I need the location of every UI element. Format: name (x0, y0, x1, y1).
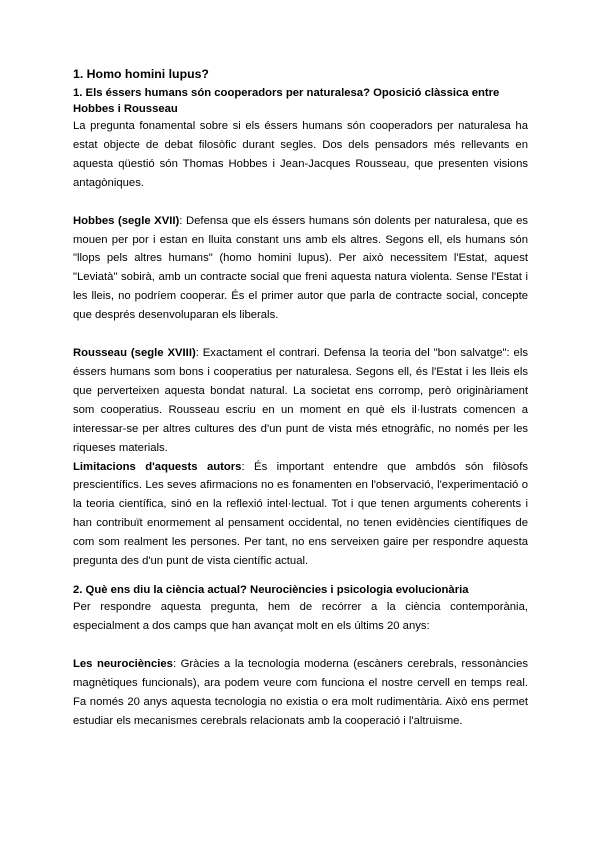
limitations-text: : És important entendre que ambdós són filòsofs prescientífics. Les seves afirmacions no es fonamenten en l'observació, l'experimentació o la teoria científica, sinó en la reflexió intel·lectual. Tot i que tenen arguments coherents i han contribuït enormement al pensament occidental, no tenen evidències científiques de com som realment les persones. Per tant, no ens serveixen gaire per respondre aquesta pregunta des d'un punt de vista científic actual. (73, 460, 528, 568)
limitations-lead: Limitacions d'aquests autors (73, 460, 242, 473)
limitations-paragraph (73, 458, 528, 571)
rousseau-paragraph (73, 344, 528, 457)
section1-heading: 1. Els éssers humans són cooperadors per naturalesa? Oposició clàssica entre Hobbes i Rousseau (73, 87, 500, 115)
rousseau-text: : Exactament el contrari. Defensa la teoria del "bon salvatge": els éssers humans som bons i cooperatius per naturalesa. Segons ell, és l'Estat i les lleis els que perverteixen aquesta bondat natural. La societat ens corromp, però originàriament som cooperatius. Rousseau escriu en un moment en què els il·lustrats comencen a interessar-se per altres cultures des d'un punt de vista més etnogràfic, no només per les riqueses materials. (73, 347, 528, 454)
section1-intro-paragraph: La pregunta fonamental sobre si els éssers humans són cooperadors per naturalesa ha estat objecte de debat filosòfic durant segles. Dos dels pensadors més rellevants en aquesta qüestió són Thomas Hobbes i Jean-Jacques Rousseau, que presenten visions antagòniques. (73, 120, 528, 189)
section2-heading: 2. Què ens diu la ciència actual? Neurociències i psicologia evolucionària (73, 583, 469, 596)
spacer (73, 571, 528, 583)
spacer (73, 193, 528, 212)
spacer (73, 636, 528, 655)
hobbes-text: : Defensa que els éssers humans són dolents per naturalesa, que es mouen per por i estan en lluita constant uns amb els altres. Segons ell, els humans són "llops pels altres humans" (homo homini lupus). Per això necessitem l'Estat, aquest "Leviatà" sobirà, amb un contracte social que freni aquesta natura violenta. Sense l'Estat i les lleis, no podríem cooperar. És el primer autor que parla de contracte social, concepte que després desenvoluparan els liberals. (73, 214, 528, 322)
rousseau-lead: Rousseau (segle XVIII) (73, 347, 196, 360)
neuroscience-lead: Les neurociències (73, 658, 173, 671)
hobbes-paragraph (73, 212, 528, 325)
neuroscience-paragraph (73, 655, 528, 731)
neuroscience-text: : Gràcies a la tecnologia moderna (escàners cerebrals, ressonàncies magnètiques funcionals), ara podem veure com funciona el nostre cervell en temps real. Fa només 20 anys aquesta tecnologia no existia o era molt rudimentària. Això ens permet estudiar els mecanismes cerebrals relacionats amb la cooperació i l'altruisme. (73, 658, 528, 727)
document-title: 1. Homo homini lupus? (73, 67, 209, 81)
spacer (73, 325, 528, 344)
hobbes-lead: Hobbes (segle XVII) (73, 214, 180, 227)
document-content (73, 66, 528, 731)
section2-intro-paragraph: Per respondre aquesta pregunta, hem de recórrer a la ciència contemporània, especialment a dos camps que han avançat molt en els últims 20 anys: (73, 601, 528, 633)
